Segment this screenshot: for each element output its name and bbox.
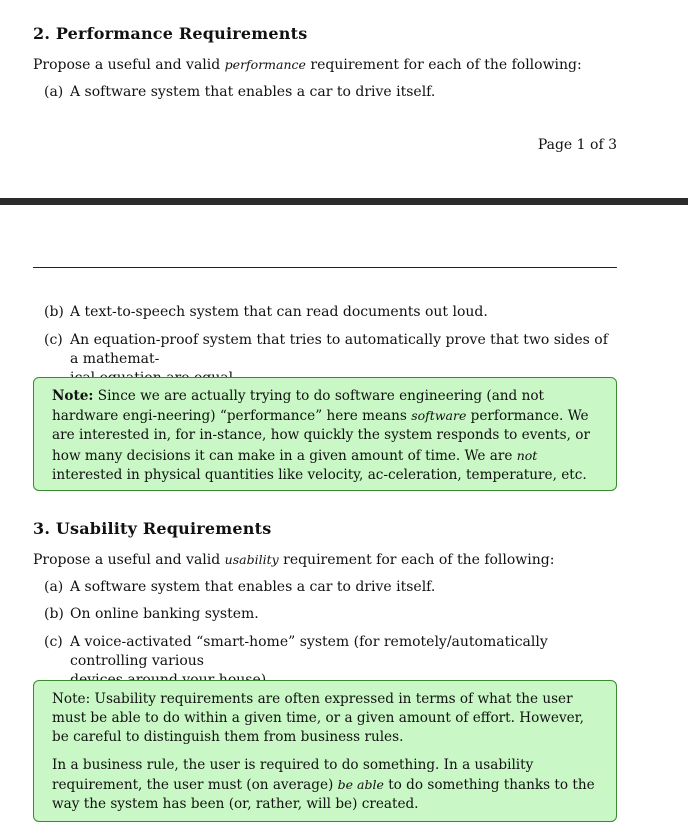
note-text: In a business rule, the user is required to do something. In a usability requirement, the user must (on average)	[52, 756, 534, 793]
intro-text: Propose a useful and valid	[33, 552, 225, 568]
note-text: performance. We are interested in, for in-stance, how quickly the system responds to events, or how many decisions it can make in a given amount of time. We are	[52, 408, 590, 464]
item-label: (c)	[44, 332, 63, 348]
note-emphasis: be able	[337, 776, 384, 792]
note-paragraph: Note: Usability requirements are often expressed in terms of what the user must be able to do within a given time, or a given amount of effort. However, be careful to distinguish them from business rules.	[52, 691, 585, 746]
item-label: (b)	[44, 606, 64, 622]
section-3-title: 3. Usability Requirements	[33, 519, 272, 538]
item-text: A software system that enables a car to drive itself.	[70, 84, 436, 100]
item-label: (a)	[44, 84, 64, 100]
note-paragraph	[52, 756, 598, 815]
note-emphasis: software	[411, 408, 467, 424]
intro-text: requirement for each of the following:	[278, 552, 555, 568]
item-label: (a)	[44, 579, 64, 595]
intro-emphasis: usability	[224, 552, 279, 567]
item-label: (c)	[44, 634, 63, 650]
note-box-performance	[33, 377, 617, 491]
note-emphasis: not	[516, 447, 538, 463]
note-text: interested in physical quantities like velocity, ac-celeration, temperature, etc.	[52, 466, 587, 483]
note-text: Since we are actually trying to do software engineering (and not hardware engi-neering) “performance” here means	[52, 388, 544, 425]
list-item	[44, 303, 610, 322]
note-box-usability	[33, 680, 617, 822]
item-label: (b)	[44, 304, 64, 320]
list-item	[44, 605, 610, 624]
section-2-title: 2. Performance Requirements	[33, 24, 308, 43]
page-break-bar	[0, 198, 688, 205]
header-rule	[33, 267, 617, 268]
page-number: Page 1 of 3	[537, 137, 617, 153]
item-text: A software system that enables a car to drive itself.	[70, 579, 436, 595]
item-text-line: A voice-activated “smart-home” system (for remotely/automatically controlling various	[70, 634, 548, 669]
intro-emphasis: performance	[224, 57, 306, 72]
note-label: Note:	[52, 388, 94, 404]
list-item	[44, 83, 610, 102]
intro-text: requirement for each of the following:	[305, 57, 582, 73]
list-item	[44, 578, 610, 597]
note-text: to do something thanks to the way the system has been (or, rather, will be) created.	[52, 776, 595, 813]
item-text: On online banking system.	[70, 606, 259, 622]
item-text-line: An equation-proof system that tries to automatically prove that two sides of a mathemat-	[70, 332, 608, 367]
section-3-intro	[33, 550, 554, 570]
section-2-intro	[33, 55, 582, 75]
item-text: A text-to-speech system that can read documents out loud.	[70, 304, 488, 320]
intro-text: Propose a useful and valid	[33, 57, 225, 73]
